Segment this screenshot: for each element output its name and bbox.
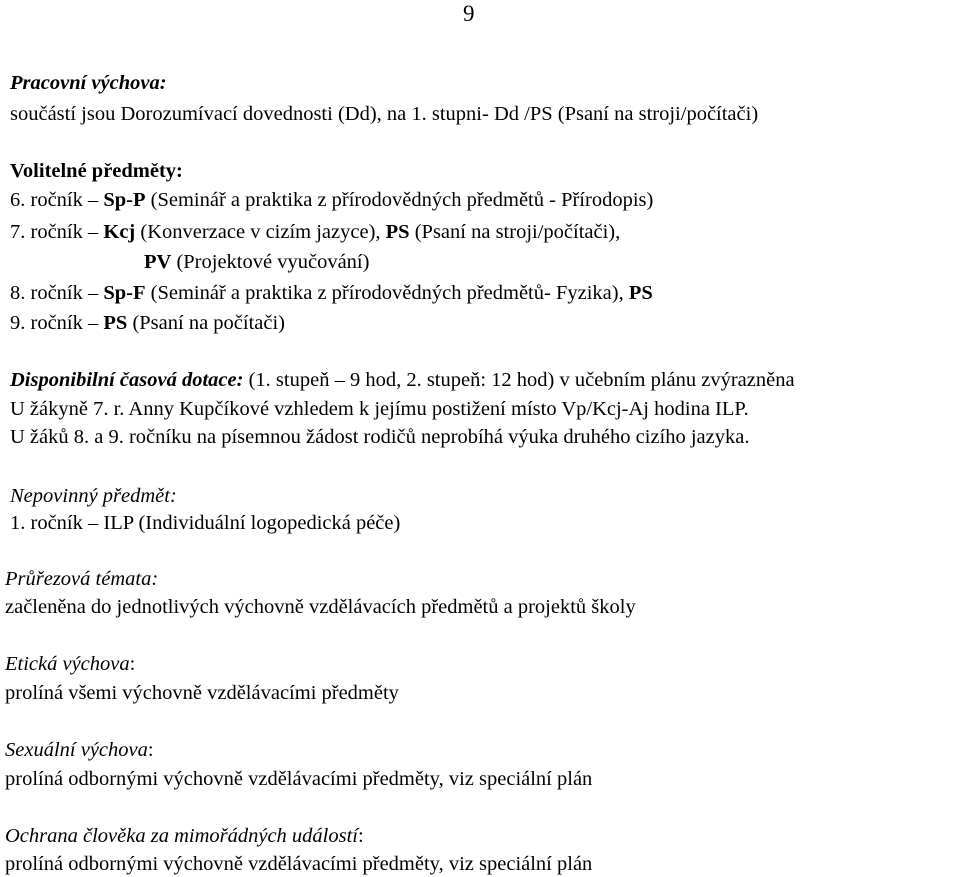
dotace-text: (1. stupeň – 9 hod, 2. stupeň: 12 hod) v učebním plánu zvýrazněna	[243, 369, 795, 391]
dotace-line-1	[10, 367, 795, 393]
prurezova-heading: Průřezová témata:	[5, 568, 159, 590]
pracovni-heading: Pracovní výchova:	[10, 72, 167, 94]
subject-desc: (Seminář a praktika z přírodovědných předmětů- Fyzika),	[145, 282, 629, 304]
volitelne-row-9	[10, 310, 285, 336]
dash: –	[82, 221, 104, 243]
sexualni-text: prolíná odbornými výchovně vzdělávacími předměty, viz speciální plán	[5, 768, 593, 790]
dash: –	[82, 282, 104, 304]
eticka-heading-line	[5, 651, 135, 677]
subject-code: PV	[144, 251, 172, 273]
eticka-text: prolíná všemi výchovně vzdělávacími předměty	[5, 682, 399, 704]
sexualni-heading-line	[5, 737, 154, 763]
dotace-line-2: U žákyně 7. r. Anny Kupčíkové vzhledem k jejímu postižení místo Vp/Kcj-Aj hodina ILP.	[10, 398, 749, 420]
subject-desc: (Seminář a praktika z přírodovědných předmětů - Přírodopis)	[145, 189, 654, 211]
subject-code: PS	[103, 312, 128, 334]
dash: –	[82, 189, 104, 211]
dotace-heading: Disponibilní časová dotace:	[10, 369, 244, 391]
subject-desc: (Konverzace v cizím jazyce),	[135, 221, 386, 243]
nepovinny-heading: Nepovinný předmět:	[10, 485, 177, 507]
grade-label: 7. ročník	[10, 221, 83, 243]
sexualni-heading: Sexuální výchova	[5, 739, 148, 761]
subject-desc: (Projektové vyučování)	[171, 251, 370, 273]
ochrana-heading: Ochrana člověka za mimořádných událostí	[5, 825, 358, 847]
colon: :	[129, 653, 136, 675]
grade-label: 6. ročník	[10, 189, 83, 211]
prurezova-text: začleněna do jednotlivých výchovně vzdělávacích předmětů a projektů školy	[5, 596, 636, 618]
eticka-heading: Etická výchova	[5, 653, 130, 675]
subject-code: Kcj	[103, 221, 136, 243]
grade-label: 9. ročník	[10, 312, 83, 334]
subject-desc: (Psaní na počítači)	[127, 312, 285, 334]
dash: –	[82, 312, 104, 334]
subject-desc-2: (Psaní na stroji/počítači),	[409, 221, 621, 243]
volitelne-row-7	[10, 219, 620, 245]
subject-code: Sp-P	[103, 189, 146, 211]
colon: :	[147, 739, 154, 761]
grade-label: 8. ročník	[10, 282, 83, 304]
subject-code: Sp-F	[103, 282, 146, 304]
subject-code-2: PS	[385, 221, 410, 243]
volitelne-row-8	[10, 280, 653, 306]
nepovinny-text: 1. ročník – ILP (Individuální logopedická péče)	[10, 512, 401, 534]
dotace-line-3: U žáků 8. a 9. ročníku na písemnou žádost rodičů neprobíhá výuka druhého cizího jazyka.	[10, 426, 750, 448]
colon: :	[358, 825, 364, 847]
page-number: 9	[463, 1, 475, 26]
volitelne-heading: Volitelné předměty:	[10, 160, 183, 182]
volitelne-row-7-cont	[144, 249, 369, 275]
ochrana-text: prolíná odbornými výchovně vzdělávacími předměty, viz speciální plán	[5, 853, 593, 875]
volitelne-row-6	[10, 187, 653, 213]
ochrana-heading-line	[5, 823, 364, 849]
pracovni-text: součástí jsou Dorozumívací dovednosti (Dd), na 1. stupni- Dd /PS (Psaní na stroji/počítači)	[10, 103, 759, 125]
subject-code-2: PS	[628, 282, 653, 304]
